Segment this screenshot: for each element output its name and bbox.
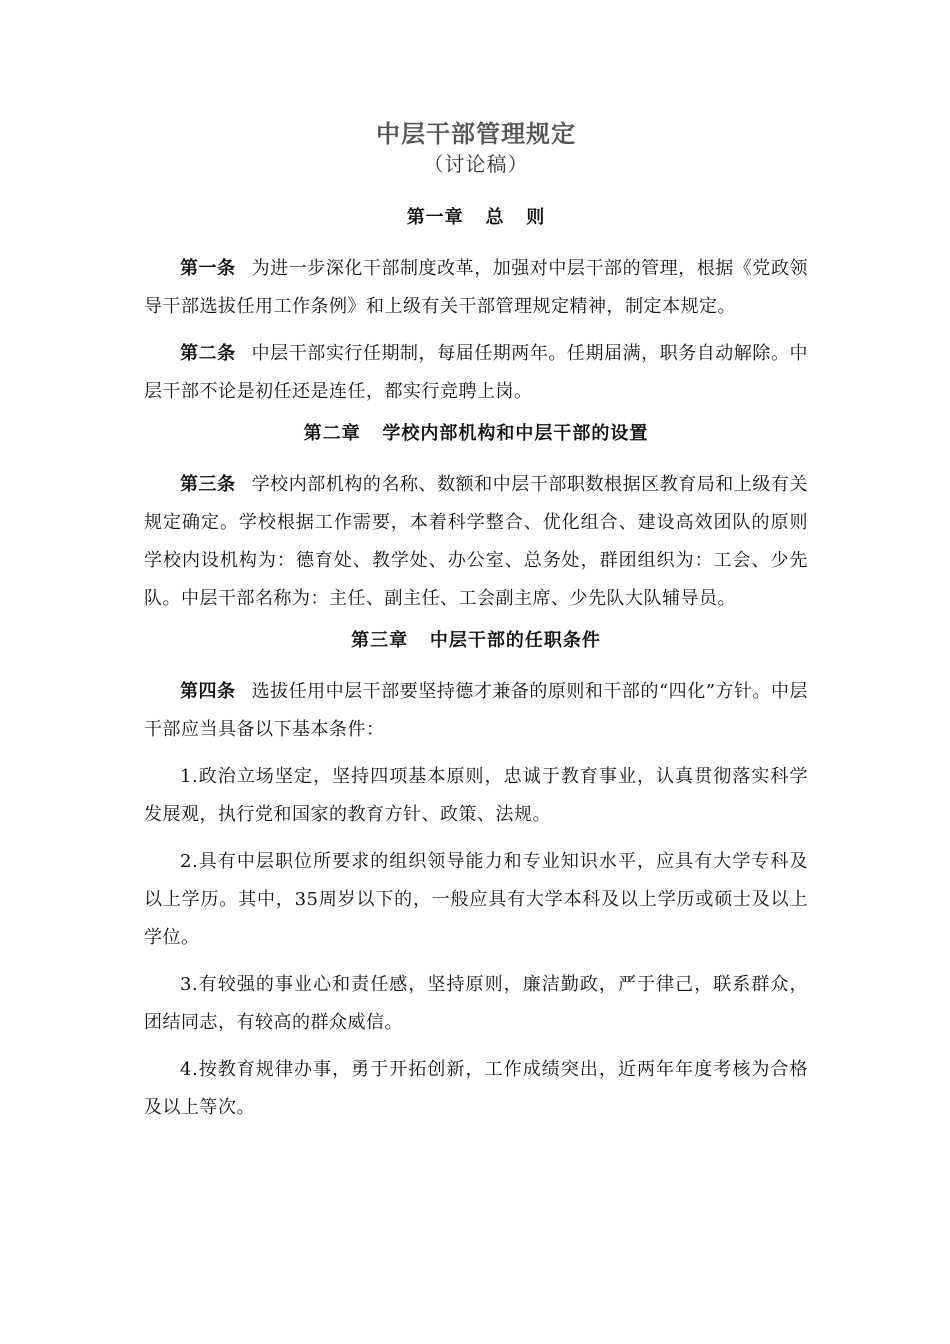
article-1-label: 第一条: [180, 258, 236, 279]
condition-1: 1.政治立场坚定，坚持四项基本原则，忠诚于教育事业，认真贯彻落实科学发展观，执行党和国家的教育方针、政策、法规。: [144, 766, 808, 825]
condition-2: 2.具有中层职位所要求的组织领导能力和专业知识水平，应具有大学专科及以上学历。其中，35周岁以下的，一般应具有大学本科及以上学历或硕士及以上学位。: [144, 851, 808, 948]
article-4-label: 第四条: [180, 681, 236, 702]
article-2: [144, 335, 808, 411]
chapter-3-heading: 第三章 中层干部的任职条件: [351, 630, 601, 651]
condition-4: 4.按教育规律办事，勇于开拓创新，工作成绩突出，近两年年度考核为合格及以上等次。: [144, 1059, 808, 1118]
article-4: [144, 673, 808, 749]
article-3-text: 学校内部机构的名称、数额和中层干部职数根据区教育局和上级有关规定确定。学校根据工作需要，本着科学整合、优化组合、建设高效团队的原则学校内设机构为：德育处、教学处、办公室、总务处，群团组织为：工会、少先队。中层干部名称为：主任、副主任、工会副主席、少先队大队辅导员。: [144, 474, 808, 609]
article-3-label: 第三条: [180, 474, 236, 495]
chapter-2-heading: 第二章 学校内部机构和中层干部的设置: [303, 423, 649, 444]
document-subtitle: （讨论稿）: [423, 152, 529, 176]
chapter-1-heading: 第一章 总 则: [406, 207, 546, 228]
article-4-text: 选拔任用中层干部要坚持德才兼备的原则和干部的“四化”方针。中层干部应当具备以下基本条件：: [144, 681, 809, 740]
condition-3: 3.有较强的事业心和责任感，坚持原则，廉洁勤政，严于律己，联系群众，团结同志，有较高的群众威信。: [144, 974, 808, 1033]
article-3: [144, 466, 808, 618]
document-title: 中层干部管理规定: [376, 120, 576, 148]
article-2-label: 第二条: [180, 343, 236, 364]
article-2-text: 中层干部实行任期制，每届任期两年。任期届满，职务自动解除。中层干部不论是初任还是连任，都实行竞聘上岗。: [144, 343, 808, 402]
article-1: [144, 250, 808, 326]
article-1-text: 为进一步深化干部制度改革，加强对中层干部的管理，根据《党政领导干部选拔任用工作条例》和上级有关干部管理规定精神，制定本规定。: [144, 258, 808, 317]
